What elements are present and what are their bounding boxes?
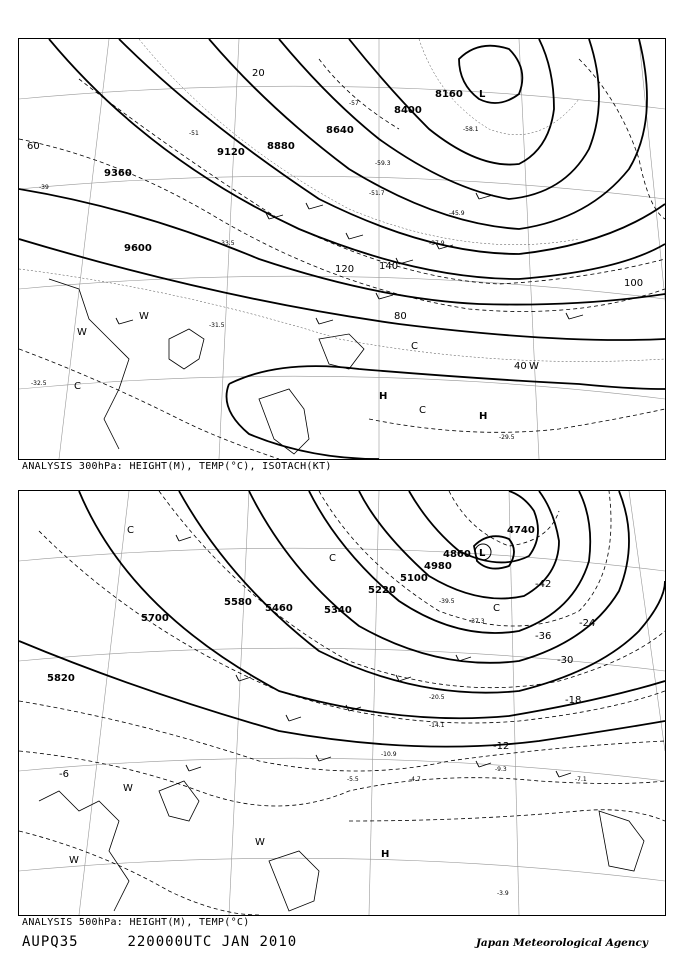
temp-label: -58.1	[463, 126, 479, 133]
temp-label: -32.5	[31, 380, 47, 387]
warm-center-label: W	[529, 361, 539, 372]
high-center-label: H	[379, 391, 388, 402]
cold-center-label: C	[493, 603, 500, 614]
temp-label: -57	[349, 100, 359, 107]
cold-center-label: C	[127, 525, 134, 536]
height-label-5700: 5700	[141, 613, 169, 624]
isotach-label-120: 120	[335, 264, 355, 275]
isotach-label-80: 80	[394, 311, 407, 322]
temp-label: -45.9	[449, 210, 465, 217]
station-temp: -14.1	[429, 722, 445, 729]
height-label-8400: 8400	[394, 105, 422, 116]
temp-label: -29.5	[499, 434, 515, 441]
station-temp: -7.1	[575, 776, 587, 783]
low-center-label: L	[479, 548, 486, 559]
map-500hpa-canvas	[19, 491, 665, 915]
cold-center-label: C	[419, 405, 426, 416]
isotherm-label--36: -36	[535, 631, 552, 642]
warm-center-label: W	[69, 855, 79, 866]
isotachs	[19, 59, 665, 459]
isotherm-label--12: -12	[493, 741, 510, 752]
map-300hpa	[18, 38, 666, 460]
station-temp: -39.5	[439, 598, 455, 605]
station-temp: -10.9	[381, 751, 397, 758]
isotach-label-40: 40	[514, 361, 527, 372]
isotach-label-60: 60	[27, 141, 40, 152]
high-center-label: H	[479, 411, 488, 422]
height-label-5340: 5340	[324, 605, 352, 616]
temp-label: -59.3	[375, 160, 391, 167]
chart-footer	[22, 934, 297, 950]
height-label-9600: 9600	[124, 243, 152, 254]
low-center-label: L	[479, 89, 486, 100]
isotherms	[19, 39, 665, 362]
chart-code: AUPQ35	[22, 934, 79, 950]
isotherm-label--24: -24	[579, 618, 596, 629]
caption-500hpa: ANALYSIS 500hPa: HEIGHT(M), TEMP(°C)	[22, 917, 250, 928]
high-center-label: H	[381, 849, 390, 860]
station-temp: -9.3	[495, 766, 507, 773]
height-label-4860: 4860	[443, 549, 471, 560]
caption-300hpa: ANALYSIS 300hPa: HEIGHT(M), TEMP(°C), ISOTACH(KT)	[22, 461, 332, 472]
warm-center-label: W	[255, 837, 265, 848]
height-label-5220: 5220	[368, 585, 396, 596]
isotach-label-20: 20	[252, 68, 265, 79]
isotherm-label--30: -30	[557, 655, 574, 666]
cold-center-label: C	[329, 553, 336, 564]
cold-center-label: C	[74, 381, 81, 392]
height-label-8880: 8880	[267, 141, 295, 152]
height-label-5820: 5820	[47, 673, 75, 684]
station-temp: -3.9	[497, 890, 509, 897]
isotherm-label--42: -42	[535, 579, 552, 590]
coastlines	[39, 781, 644, 911]
isotach-label-140: 140	[379, 261, 399, 272]
height-contours	[19, 491, 665, 747]
height-label-5580: 5580	[224, 597, 252, 608]
height-label-5460: 5460	[265, 603, 293, 614]
warm-center-label: W	[139, 311, 149, 322]
height-label-8640: 8640	[326, 125, 354, 136]
isotach-label-100: 100	[624, 278, 644, 289]
height-label-5100: 5100	[400, 573, 428, 584]
station-temp: -4.7	[409, 776, 421, 783]
agency-name: Japan Meteorological Agency	[475, 937, 648, 949]
warm-center-label: W	[77, 327, 87, 338]
height-label-9360: 9360	[104, 168, 132, 179]
height-label-4740: 4740	[507, 525, 535, 536]
temp-label: -51	[189, 130, 199, 137]
temp-label: -51.7	[369, 190, 385, 197]
warm-center-label: W	[123, 783, 133, 794]
station-temp: -37.3	[469, 618, 485, 625]
temp-label: -37.9	[429, 240, 445, 247]
map-300hpa-canvas	[19, 39, 665, 459]
height-label-4980: 4980	[424, 561, 452, 572]
temp-label: -33.5	[219, 240, 235, 247]
station-temp: -5.5	[347, 776, 359, 783]
map-500hpa	[18, 490, 666, 916]
isotherm-label--6: -6	[59, 769, 69, 780]
station-temp: -20.5	[429, 694, 445, 701]
height-label-8160: 8160	[435, 89, 463, 100]
temp-label: -31.5	[209, 322, 225, 329]
height-label-9120: 9120	[217, 147, 245, 158]
cold-center-label: C	[411, 341, 418, 352]
isotherm-label--18: -18	[565, 695, 582, 706]
temp-label: -39	[39, 184, 49, 191]
valid-time: 220000UTC JAN 2010	[127, 934, 298, 950]
